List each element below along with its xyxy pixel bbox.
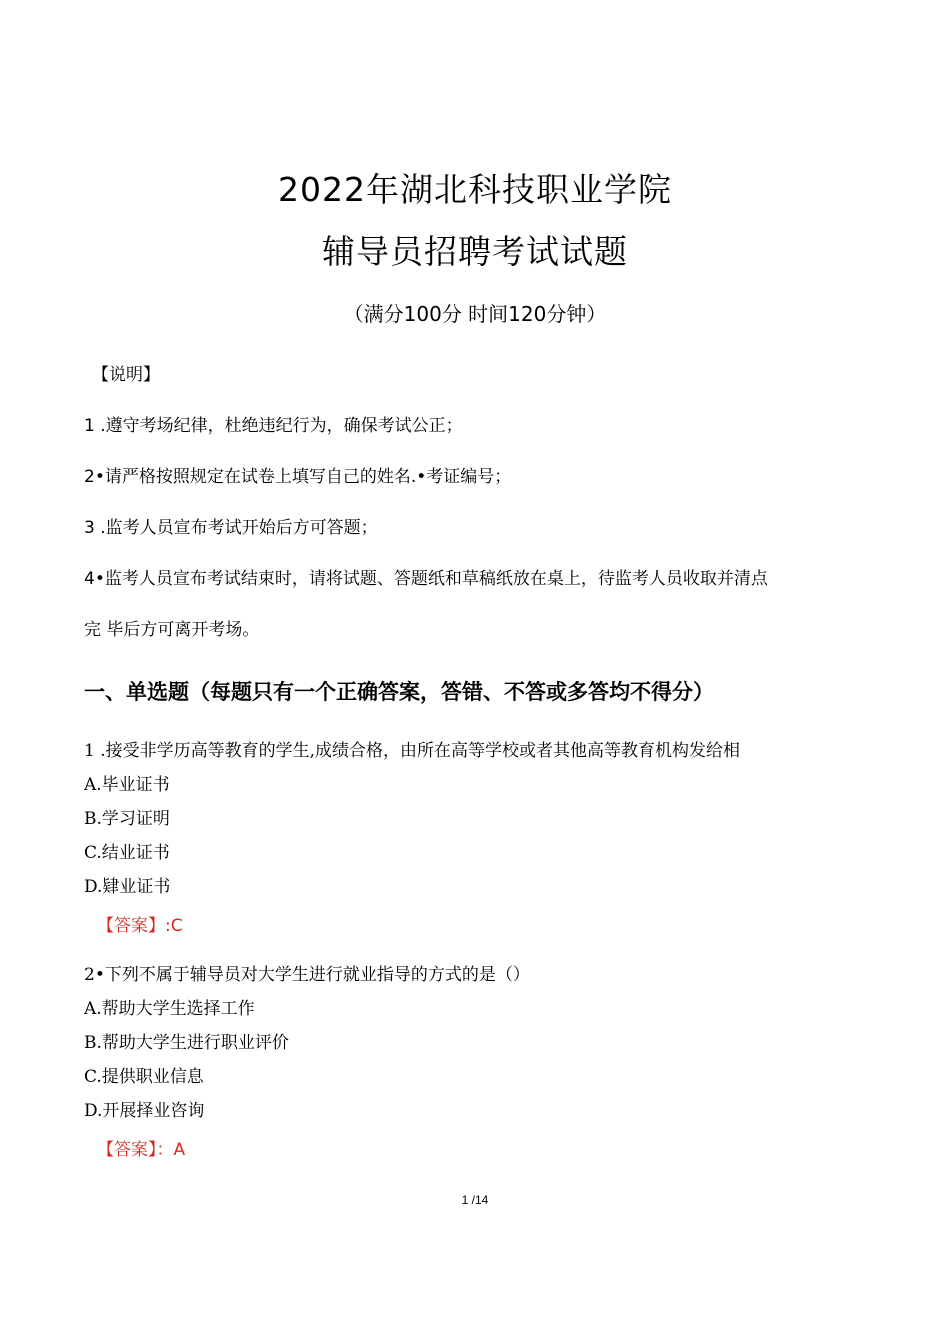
notice-item: 1 .遵守考场纪律，杜绝违纪行为，确保考试公正； [84,416,463,436]
notice-item: 3 .监考人员宣布考试开始后方可答题； [84,518,378,538]
question-option: B.学习证明 [84,809,170,829]
doc-title-line1: 2022年湖北科技职业学院 [278,170,672,209]
question-option: C.提供职业信息 [84,1067,204,1087]
doc-title-line2: 辅导员招聘考试试题 [322,232,628,271]
question-option: D.肄业证书 [84,877,171,897]
doc-subtitle: （满分100分 时间120分钟） [343,302,607,326]
question-stem: 2•下列不属于辅导员对大学生进行就业指导的方式的是（） [84,965,530,985]
question-option: A.毕业证书 [84,775,170,795]
question-option: B.帮助大学生进行职业评价 [84,1033,289,1053]
question-option: D.开展择业咨询 [84,1101,205,1121]
answer-label: 【答案】:C [97,916,183,936]
page-number: 1 /14 [461,1193,489,1207]
notice-item: 完 毕后方可离开考场。 [84,620,260,640]
notice-heading: 【说明】 [92,365,160,385]
notice-item: 4•监考人员宣布考试结束时，请将试题、答题纸和草稿纸放在桌上，待监考人员收取并清点 [84,569,768,589]
question-option: C.结业证书 [84,843,170,863]
question-stem: 1 .接受非学历高等教育的学生,成绩合格，由所在高等学校或者其他高等教育机构发给相 [84,741,741,761]
section-heading: 一、单选题（每题只有一个正确答案，答错、不答或多答均不得分） [84,680,714,704]
question-option: A.帮助大学生选择工作 [84,999,255,1019]
answer-label: 【答案】：A [97,1140,186,1160]
notice-item: 2•请严格按照规定在试卷上填写自己的姓名.•考证编号； [84,467,512,487]
